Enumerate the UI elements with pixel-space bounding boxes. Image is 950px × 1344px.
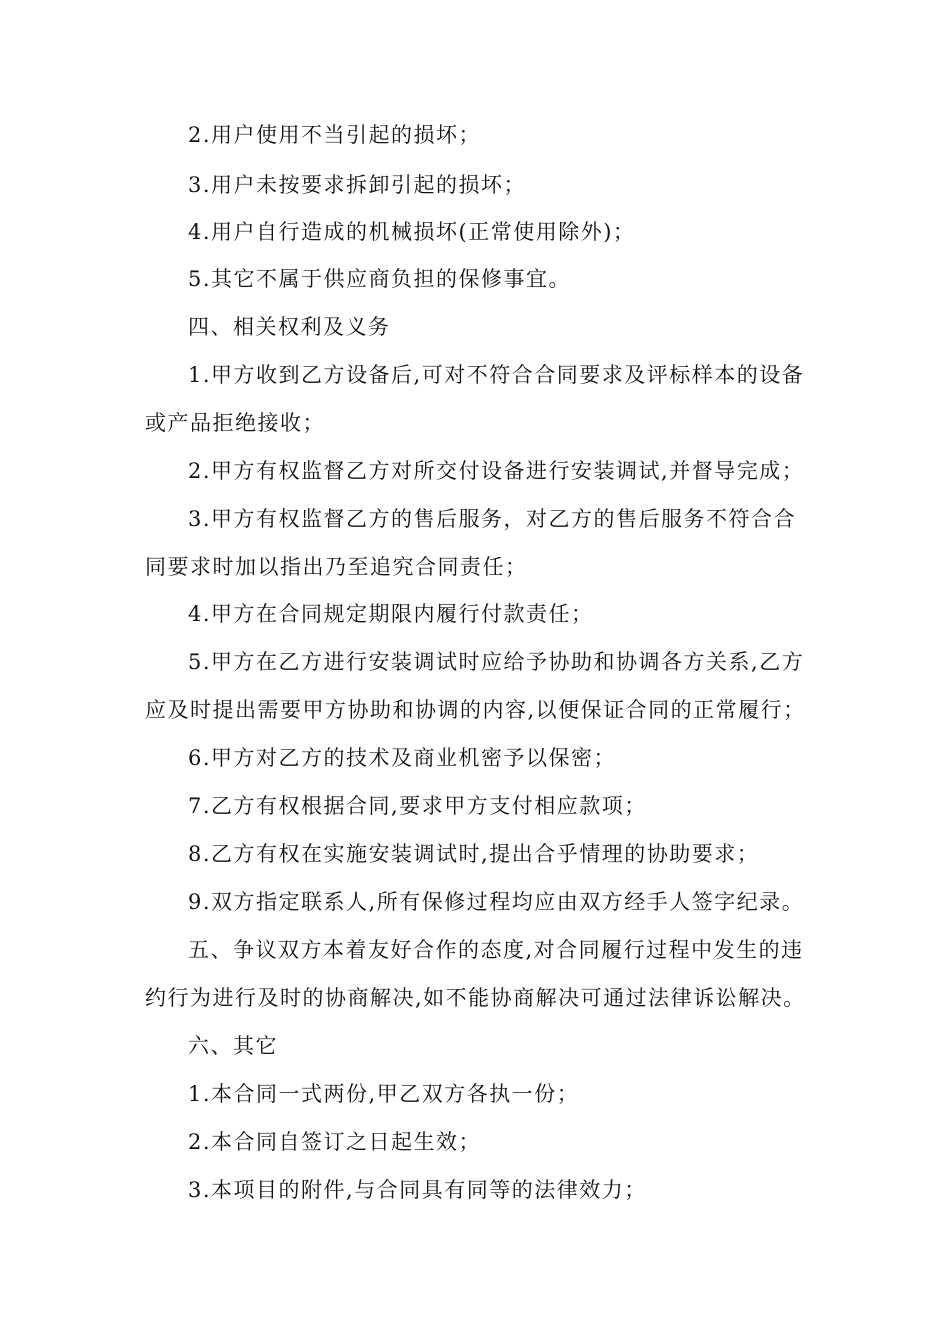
clause-line: 7.乙方有权根据合同,要求甲方支付相应款项；	[188, 794, 647, 818]
clause-line: 8.乙方有权在实施安装调试时,提出合乎情理的协助要求；	[188, 842, 760, 866]
clause-line: 5.甲方在乙方进行安装调试时应给予协助和协调各方关系,乙方	[188, 650, 805, 674]
clause-line: 4.甲方在合同规定期限内履行付款责任；	[188, 602, 594, 626]
clause-line: 3.甲方有权监督乙方的售后服务，对乙方的售后服务不符合合	[188, 507, 797, 531]
clause-line: 9.双方指定联系人,所有保修过程均应由双方经手人签字纪录。	[188, 890, 805, 914]
clause-line-continued: 应及时提出需要甲方协助和协调的内容,以便保证合同的正常履行；	[145, 698, 806, 722]
section-heading: 四、相关权利及义务	[188, 315, 391, 339]
clause-line: 1.本合同一式两份,甲乙双方各执一份；	[188, 1082, 580, 1106]
section-heading: 六、其它	[188, 1034, 278, 1058]
clause-line: 2.本合同自签订之日起生效；	[188, 1130, 482, 1154]
clause-line: 3.用户未按要求拆卸引起的损坏；	[188, 173, 527, 197]
section-heading: 五、争议双方本着友好合作的态度,对合同履行过程中发生的违	[188, 938, 804, 962]
clause-line-continued: 约行为进行及时的协商解决,如不能协商解决可通过法律诉讼解决。	[145, 986, 806, 1010]
clause-line-continued: 或产品拒绝接收；	[145, 411, 325, 435]
clause-line: 2.用户使用不当引起的损坏；	[188, 123, 482, 147]
clause-line: 4.用户自行造成的机械损坏(正常使用除外)；	[188, 220, 636, 244]
clause-line: 2.甲方有权监督乙方对所交付设备进行安装调试,并督导完成；	[188, 459, 805, 483]
clause-line-continued: 同要求时加以指出乃至追究合同责任；	[145, 555, 528, 579]
clause-line: 3.本项目的附件,与合同具有同等的法律效力；	[188, 1178, 647, 1202]
clause-line: 6.甲方对乙方的技术及商业机密予以保密；	[188, 746, 617, 770]
clause-line: 5.其它不属于供应商负担的保修事宜。	[188, 267, 572, 291]
clause-line: 1.甲方收到乙方设备后,可对不符合合同要求及评标样本的设备	[188, 363, 805, 387]
